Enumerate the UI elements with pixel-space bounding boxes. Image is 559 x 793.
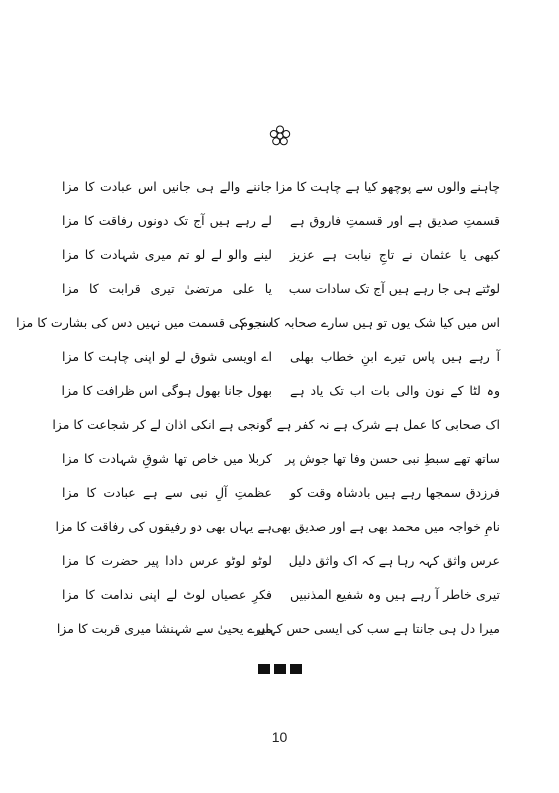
verse-line: لے رہے ہیں آج تک دونوں رفاقت کا مزا bbox=[62, 213, 272, 228]
verse-line: لوٹو لوٹو عرس دادا پیر حضرت کا مزا bbox=[62, 553, 272, 568]
poem-right-column bbox=[240, 170, 500, 646]
verse-line: گونجی ہے انکی اذان لے کر شجاعت کا مزا bbox=[52, 417, 272, 432]
verse-line: میرے یحییٰ سے شہنشا میری قربت کا مزا bbox=[56, 621, 272, 636]
verse-line: جاننے والے ہی جانیں اس عبادت کا مزا bbox=[62, 179, 272, 194]
verse-line: میرا دل ہی جانتا ہے سب کی ایسی حس کہاں bbox=[256, 621, 500, 636]
separator-square bbox=[274, 664, 286, 674]
verse-line: آ رہے ہیں پاس تیرے ابنِ خطاب بھلی bbox=[290, 349, 500, 364]
verse-line: کربلا میں خاص تھا شوقِ شہادت کا مزا bbox=[62, 451, 272, 466]
verse-line: یا علی مرتضیٰ تیری قرابت کا مزا bbox=[62, 281, 272, 296]
verse-line: اک صحابی کا عمل ہے شرک ہے نہ کفر ہے bbox=[276, 417, 500, 432]
flower-ornament-icon bbox=[268, 124, 292, 148]
verse-line: چاہنے والوں سے پوچھو کیا ہے چاہت کا مزا bbox=[275, 179, 500, 194]
verse-line: فرزدق سمجھا رہے ہیں بادشاہ وقت کو bbox=[290, 485, 500, 500]
page-number: 10 bbox=[271, 729, 288, 745]
verse-line: نامِ خواجہ میں محمد بھی ہے اور صدیق بھی bbox=[271, 519, 500, 534]
poem-left-column bbox=[16, 170, 272, 646]
verse-line: لینے والو لے لو تم میری شہادت کا مزا bbox=[62, 247, 272, 262]
verse-line: عرس واثق کہہ رہا ہے کہ اک واثق دلیل bbox=[288, 553, 500, 568]
verse-line: اس میں کیا شک یوں تو ہیں سارے صحابہ کا نجوم bbox=[240, 315, 500, 330]
verse-line: قسمتِ صدیق ہے اور قسمتِ فاروق ہے bbox=[290, 213, 500, 228]
verse-line: سب کی قسمت میں نہیں دس کی بشارت کا مزا bbox=[16, 315, 272, 330]
verse-line: ہے یہاں بھی دو رفیقوں کی رفاقت کا مزا bbox=[55, 519, 272, 534]
verse-line: کبھی یا عثمان نے تاجِ نیابت ہے عزیز bbox=[290, 247, 500, 262]
verse-line: بھول جانا بھول ہوگی اس ظرافت کا مزا bbox=[61, 383, 272, 398]
verse-line: ساتھ تھے سبطِ نبی حسن وفا تھا جوش پر bbox=[285, 451, 500, 466]
section-separator bbox=[258, 664, 302, 674]
verse-line: عظمتِ آلِ نبی سے ہے عبادت کا مزا bbox=[62, 485, 272, 500]
verse-line: اے اویسی شوق لے لو اپنی چاہت کا مزا bbox=[62, 349, 272, 364]
verse-line: لوٹتے ہی جا رہے ہیں آج تک سادات سب bbox=[288, 281, 500, 296]
verse-line: فکرِ عصیاں لوٹ لے اپنی ندامت کا مزا bbox=[62, 587, 272, 602]
verse-line: تیری خاطر آ رہے ہیں وہ شفیع المذنبیں bbox=[290, 587, 500, 602]
separator-square bbox=[258, 664, 270, 674]
separator-square bbox=[290, 664, 302, 674]
verse-line: وہ لٹا کے نون والی بات اب تک یاد ہے bbox=[290, 383, 500, 398]
